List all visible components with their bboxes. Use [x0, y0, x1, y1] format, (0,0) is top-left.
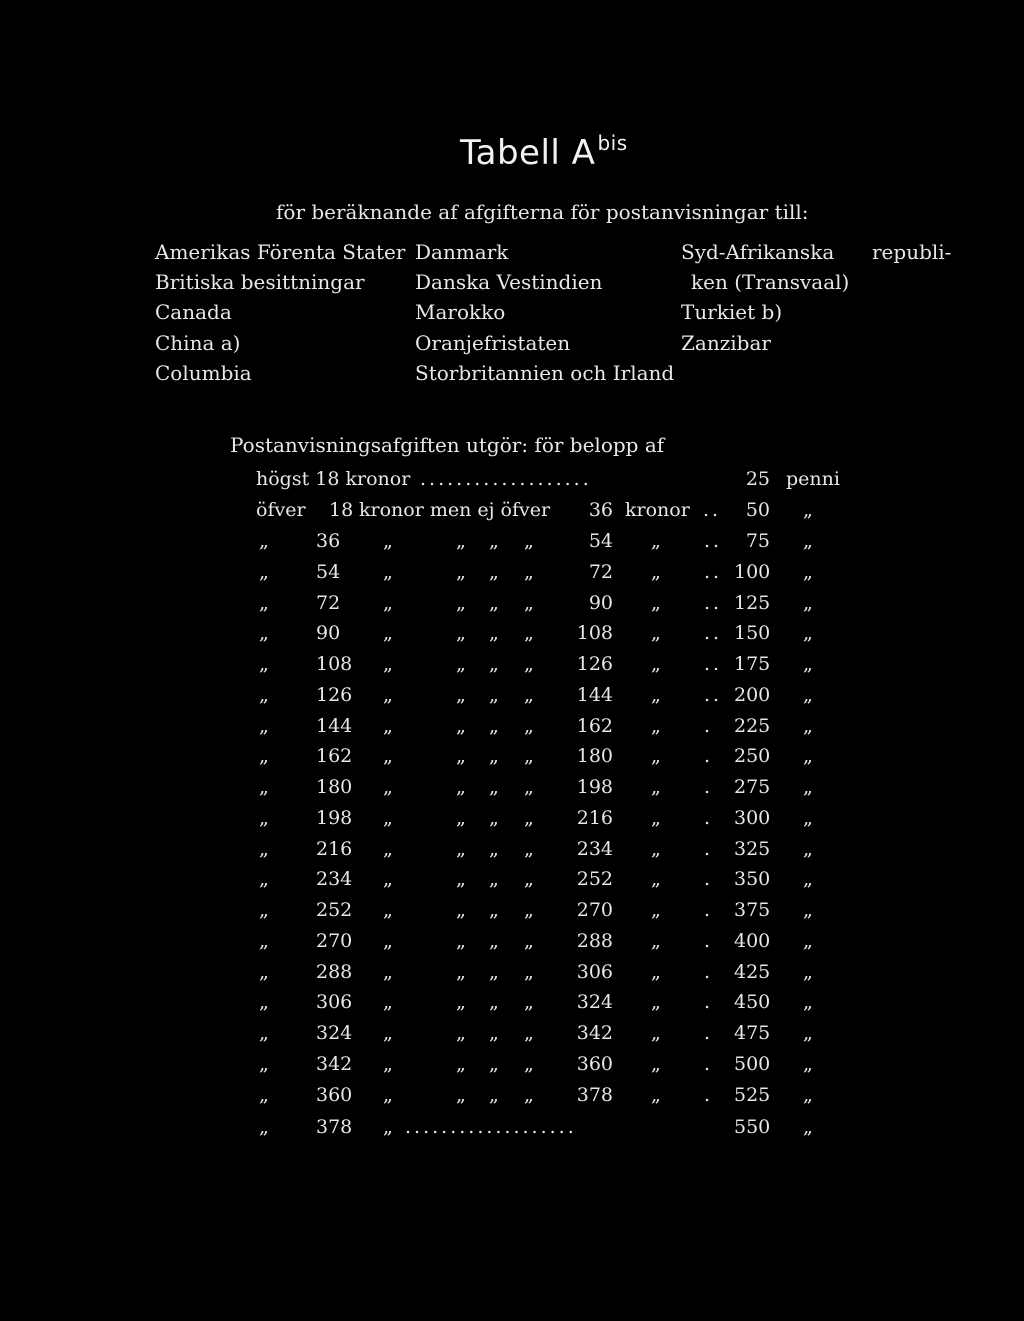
ditto-mark: „: [259, 684, 269, 706]
ditto-mark: „: [383, 1022, 393, 1044]
ditto-mark: „: [524, 622, 534, 644]
ditto-mark: „: [456, 530, 466, 552]
ditto-mark: „: [524, 684, 534, 706]
ditto-mark: „: [803, 1116, 813, 1138]
table-row: [0, 653, 1024, 683]
ditto-mark: „: [259, 838, 269, 860]
country-item: Britiska besittningar: [155, 270, 365, 294]
ditto-mark: „: [489, 1084, 499, 1106]
ditto-mark: „: [524, 899, 534, 921]
ditto-mark: „: [456, 899, 466, 921]
fee-value: 150: [734, 622, 771, 644]
ditto-mark: „: [651, 592, 661, 614]
ditto-mark: „: [803, 715, 813, 737]
ditto-mark: „: [259, 745, 269, 767]
ditto-mark: „: [383, 653, 393, 675]
amount-to: 144: [576, 684, 613, 706]
ditto-mark: „: [259, 930, 269, 952]
ditto-mark: „: [383, 715, 393, 737]
dot-leader: .: [704, 807, 714, 829]
country-item: Turkiet b): [681, 300, 783, 324]
ditto-mark: „: [803, 561, 813, 583]
table-row: [0, 807, 1024, 837]
amount-from: 72: [316, 592, 341, 614]
country-item: Marokko: [415, 300, 506, 324]
ditto-mark: „: [803, 776, 813, 798]
ditto-mark: „: [489, 561, 499, 583]
country-item: China a): [155, 331, 241, 355]
dot-leader: ..: [703, 499, 722, 521]
dot-leader: ..: [704, 622, 723, 644]
ditto-mark: „: [259, 1116, 269, 1138]
ditto-mark: „: [803, 991, 813, 1013]
fee-value: 400: [734, 930, 771, 952]
ditto-mark: „: [524, 1022, 534, 1044]
ditto-mark: „: [489, 530, 499, 552]
amount-from: 306: [316, 991, 353, 1013]
country-item: Columbia: [155, 361, 252, 385]
dot-leader: .: [704, 1053, 714, 1075]
country-item: Zanzibar: [681, 331, 771, 355]
ditto-mark: „: [524, 930, 534, 952]
ditto-mark: „: [259, 592, 269, 614]
fee-value: 525: [734, 1084, 771, 1106]
ditto-mark: „: [259, 561, 269, 583]
ditto-mark: „: [651, 1084, 661, 1106]
ditto-mark: „: [456, 561, 466, 583]
ditto-mark: „: [651, 807, 661, 829]
amount-to: 360: [576, 1053, 613, 1075]
table-row: [0, 530, 1024, 560]
range-phrase: kronor men ej öfver: [359, 499, 551, 521]
table-row: [0, 961, 1024, 991]
table-row: [0, 592, 1024, 622]
ditto-mark: „: [489, 961, 499, 983]
ditto-mark: „: [259, 1053, 269, 1075]
amount-to: 180: [576, 745, 613, 767]
ditto-mark: „: [383, 530, 393, 552]
ditto-mark: „: [524, 868, 534, 890]
country-hyphenation: republi-: [872, 240, 952, 264]
ditto-mark: „: [489, 684, 499, 706]
amount-to: 216: [576, 807, 613, 829]
dot-leader: .: [704, 715, 714, 737]
amount-to: 234: [576, 838, 613, 860]
fee-value: 25: [745, 468, 770, 490]
ditto-mark: „: [651, 715, 661, 737]
country-item: Amerikas Förenta Stater: [155, 240, 406, 264]
ditto-mark: „: [489, 653, 499, 675]
ditto-mark: „: [524, 1084, 534, 1106]
ditto-mark: „: [456, 715, 466, 737]
dot-leader: ...................: [405, 1116, 577, 1138]
dot-leader: ..: [704, 592, 723, 614]
dot-leader: ..: [704, 653, 723, 675]
fee-intro: Postanvisningsafgiften utgör: för belopp af: [230, 433, 665, 457]
dot-leader: .: [704, 961, 714, 983]
ditto-mark: „: [259, 776, 269, 798]
ditto-mark: „: [803, 499, 813, 521]
amount-to: 378: [576, 1084, 613, 1106]
ditto-mark: „: [489, 745, 499, 767]
ditto-mark: „: [651, 1022, 661, 1044]
ditto-mark: „: [524, 1053, 534, 1075]
ditto-mark: „: [651, 745, 661, 767]
amount-from: 18: [329, 499, 354, 521]
ditto-mark: „: [651, 1053, 661, 1075]
amount-to: 324: [576, 991, 613, 1013]
ditto-mark: „: [383, 745, 393, 767]
ditto-mark: „: [524, 838, 534, 860]
ditto-mark: „: [259, 807, 269, 829]
ditto-mark: „: [803, 1053, 813, 1075]
dot-leader: .: [704, 745, 714, 767]
ditto-mark: „: [456, 745, 466, 767]
amount-to: 126: [576, 653, 613, 675]
page-title: [460, 131, 628, 173]
ditto-mark: „: [456, 776, 466, 798]
amount-to: 72: [588, 561, 613, 583]
ditto-mark: „: [383, 807, 393, 829]
ditto-mark: „: [456, 1053, 466, 1075]
ditto-mark: „: [803, 838, 813, 860]
fee-value: 225: [734, 715, 771, 737]
ditto-mark: „: [651, 991, 661, 1013]
table-row: [0, 868, 1024, 898]
ditto-mark: „: [489, 715, 499, 737]
dot-leader: .: [704, 1084, 714, 1106]
ditto-mark: „: [456, 961, 466, 983]
table-row: [0, 499, 1024, 529]
ditto-mark: „: [383, 1084, 393, 1106]
fee-value: 500: [734, 1053, 771, 1075]
dot-leader: ..: [704, 530, 723, 552]
dot-leader: .: [704, 838, 714, 860]
amount-to: 198: [576, 776, 613, 798]
amount-to: 36: [588, 499, 613, 521]
ditto-mark: „: [383, 1053, 393, 1075]
ditto-mark: „: [456, 807, 466, 829]
amount-from: 324: [316, 1022, 353, 1044]
dot-leader: .: [704, 1022, 714, 1044]
amount-to: 54: [588, 530, 613, 552]
country-item: Storbritannien och Irland: [415, 361, 675, 385]
ditto-mark: „: [803, 622, 813, 644]
country-item: Oranjefristaten: [415, 331, 571, 355]
row-label: högst 18 kronor: [256, 468, 411, 490]
amount-to: 108: [576, 622, 613, 644]
ditto-mark: „: [651, 838, 661, 860]
fee-value: 475: [734, 1022, 771, 1044]
ditto-mark: „: [489, 868, 499, 890]
amount-to: 252: [576, 868, 613, 890]
dot-leader: ..: [704, 684, 723, 706]
dot-leader: .: [704, 991, 714, 1013]
ditto-mark: „: [489, 1053, 499, 1075]
ditto-mark: „: [803, 1022, 813, 1044]
ditto-mark: „: [651, 684, 661, 706]
ditto-mark: „: [489, 592, 499, 614]
ditto-mark: „: [383, 930, 393, 952]
fee-value: 275: [734, 776, 771, 798]
ditto-mark: „: [383, 1116, 393, 1138]
ditto-mark: „: [383, 561, 393, 583]
ditto-mark: „: [456, 868, 466, 890]
ditto-mark: „: [651, 622, 661, 644]
ditto-mark: „: [524, 592, 534, 614]
table-row: [0, 991, 1024, 1021]
fee-value: 100: [734, 561, 771, 583]
ditto-mark: „: [651, 899, 661, 921]
table-row: [0, 1116, 1024, 1146]
ditto-mark: „: [489, 807, 499, 829]
ditto-mark: „: [489, 930, 499, 952]
table-row: [0, 1084, 1024, 1114]
dot-leader: .: [704, 899, 714, 921]
ditto-mark: „: [651, 530, 661, 552]
ditto-mark: „: [489, 622, 499, 644]
ditto-mark: „: [259, 991, 269, 1013]
fee-value: 175: [734, 653, 771, 675]
table-row: [0, 561, 1024, 591]
country-item: Danska Vestindien: [415, 270, 603, 294]
fee-value: 50: [745, 499, 770, 521]
amount-from: 198: [316, 807, 353, 829]
subtitle: för beräknande af afgifterna för postanvisningar till:: [276, 200, 809, 224]
table-row: [0, 715, 1024, 745]
ditto-mark: „: [803, 930, 813, 952]
amount-to: 288: [576, 930, 613, 952]
ditto-mark: „: [456, 991, 466, 1013]
ditto-mark: „: [456, 622, 466, 644]
ditto-mark: „: [383, 622, 393, 644]
ditto-mark: „: [456, 592, 466, 614]
table-row: [0, 622, 1024, 652]
ditto-mark: „: [803, 592, 813, 614]
fee-value: 250: [734, 745, 771, 767]
ditto-mark: „: [803, 807, 813, 829]
fee-value: 300: [734, 807, 771, 829]
fee-value: 75: [745, 530, 770, 552]
ditto-mark: „: [651, 961, 661, 983]
ditto-mark: „: [803, 653, 813, 675]
country-item: Syd-Afrikanska: [681, 240, 835, 264]
table-row: [0, 930, 1024, 960]
fee-value: 450: [734, 991, 771, 1013]
table-row: [0, 468, 1024, 498]
amount-to: 90: [588, 592, 613, 614]
ditto-mark: „: [489, 899, 499, 921]
fee-value: 125: [734, 592, 771, 614]
amount-from: 216: [316, 838, 353, 860]
ditto-mark: „: [651, 653, 661, 675]
amount-from: 144: [316, 715, 353, 737]
ditto-mark: „: [803, 745, 813, 767]
ditto-mark: „: [383, 899, 393, 921]
ditto-mark: „: [803, 899, 813, 921]
ditto-mark: „: [383, 776, 393, 798]
ditto-mark: „: [259, 530, 269, 552]
ditto-mark: „: [803, 961, 813, 983]
amount-from: 126: [316, 684, 353, 706]
ditto-mark: „: [259, 1022, 269, 1044]
ditto-mark: „: [383, 592, 393, 614]
ditto-mark: „: [524, 807, 534, 829]
ditto-mark: „: [259, 868, 269, 890]
row-label: öfver: [256, 499, 306, 521]
ditto-mark: „: [383, 991, 393, 1013]
amount-to: 306: [576, 961, 613, 983]
country-item: Danmark: [415, 240, 509, 264]
amount-to: 342: [576, 1022, 613, 1044]
ditto-mark: „: [524, 745, 534, 767]
country-item: Canada: [155, 300, 232, 324]
ditto-mark: „: [489, 838, 499, 860]
amount-from: 54: [316, 561, 341, 583]
ditto-mark: „: [259, 899, 269, 921]
amount-to: 270: [576, 899, 613, 921]
amount-from: 360: [316, 1084, 353, 1106]
ditto-mark: „: [651, 868, 661, 890]
table-row: [0, 1053, 1024, 1083]
amount-from: 162: [316, 745, 353, 767]
dot-leader: ..: [704, 561, 723, 583]
ditto-mark: „: [524, 653, 534, 675]
dot-leader: .: [704, 930, 714, 952]
amount-from: 342: [316, 1053, 353, 1075]
ditto-mark: „: [383, 684, 393, 706]
amount-from: 90: [316, 622, 341, 644]
title-text: Tabell A: [460, 133, 596, 173]
amount-from: 180: [316, 776, 353, 798]
ditto-mark: „: [259, 961, 269, 983]
ditto-mark: „: [259, 653, 269, 675]
fee-value: 375: [734, 899, 771, 921]
ditto-mark: „: [383, 868, 393, 890]
ditto-mark: „: [524, 961, 534, 983]
ditto-mark: „: [259, 622, 269, 644]
ditto-mark: „: [803, 868, 813, 890]
ditto-mark: „: [489, 1022, 499, 1044]
title-superscript: bis: [597, 131, 628, 155]
table-row: [0, 1022, 1024, 1052]
fee-value: 200: [734, 684, 771, 706]
ditto-mark: „: [651, 776, 661, 798]
ditto-mark: „: [489, 991, 499, 1013]
ditto-mark: „: [456, 930, 466, 952]
table-row: [0, 776, 1024, 806]
ditto-mark: „: [456, 1084, 466, 1106]
ditto-mark: „: [651, 561, 661, 583]
amount-from: 36: [316, 530, 341, 552]
ditto-mark: „: [524, 530, 534, 552]
ditto-mark: „: [456, 1022, 466, 1044]
amount-to: 162: [576, 715, 613, 737]
dot-leader: .: [704, 868, 714, 890]
table-row: [0, 745, 1024, 775]
fee-value: 325: [734, 838, 771, 860]
ditto-mark: „: [803, 530, 813, 552]
ditto-mark: „: [803, 684, 813, 706]
ditto-mark: „: [524, 991, 534, 1013]
country-item: ken (Transvaal): [691, 270, 850, 294]
amount-from: 270: [316, 930, 353, 952]
fee-value: 550: [734, 1116, 771, 1138]
dot-leader: ...................: [420, 468, 592, 490]
table-row: [0, 684, 1024, 714]
ditto-mark: „: [803, 1084, 813, 1106]
fee-value: 425: [734, 961, 771, 983]
unit-label: penni: [786, 468, 840, 490]
ditto-mark: „: [456, 684, 466, 706]
ditto-mark: „: [259, 715, 269, 737]
dot-leader: .: [704, 776, 714, 798]
unit-kronor: kronor: [625, 499, 690, 521]
amount-from: 252: [316, 899, 353, 921]
ditto-mark: „: [259, 1084, 269, 1106]
ditto-mark: „: [524, 561, 534, 583]
amount-from: 234: [316, 868, 353, 890]
ditto-mark: „: [383, 838, 393, 860]
ditto-mark: „: [651, 930, 661, 952]
amount-from: 378: [316, 1116, 353, 1138]
ditto-mark: „: [489, 776, 499, 798]
amount-from: 288: [316, 961, 353, 983]
amount-from: 108: [316, 653, 353, 675]
ditto-mark: „: [456, 653, 466, 675]
table-row: [0, 899, 1024, 929]
ditto-mark: „: [524, 776, 534, 798]
ditto-mark: „: [383, 961, 393, 983]
fee-value: 350: [734, 868, 771, 890]
ditto-mark: „: [456, 838, 466, 860]
table-row: [0, 838, 1024, 868]
ditto-mark: „: [524, 715, 534, 737]
